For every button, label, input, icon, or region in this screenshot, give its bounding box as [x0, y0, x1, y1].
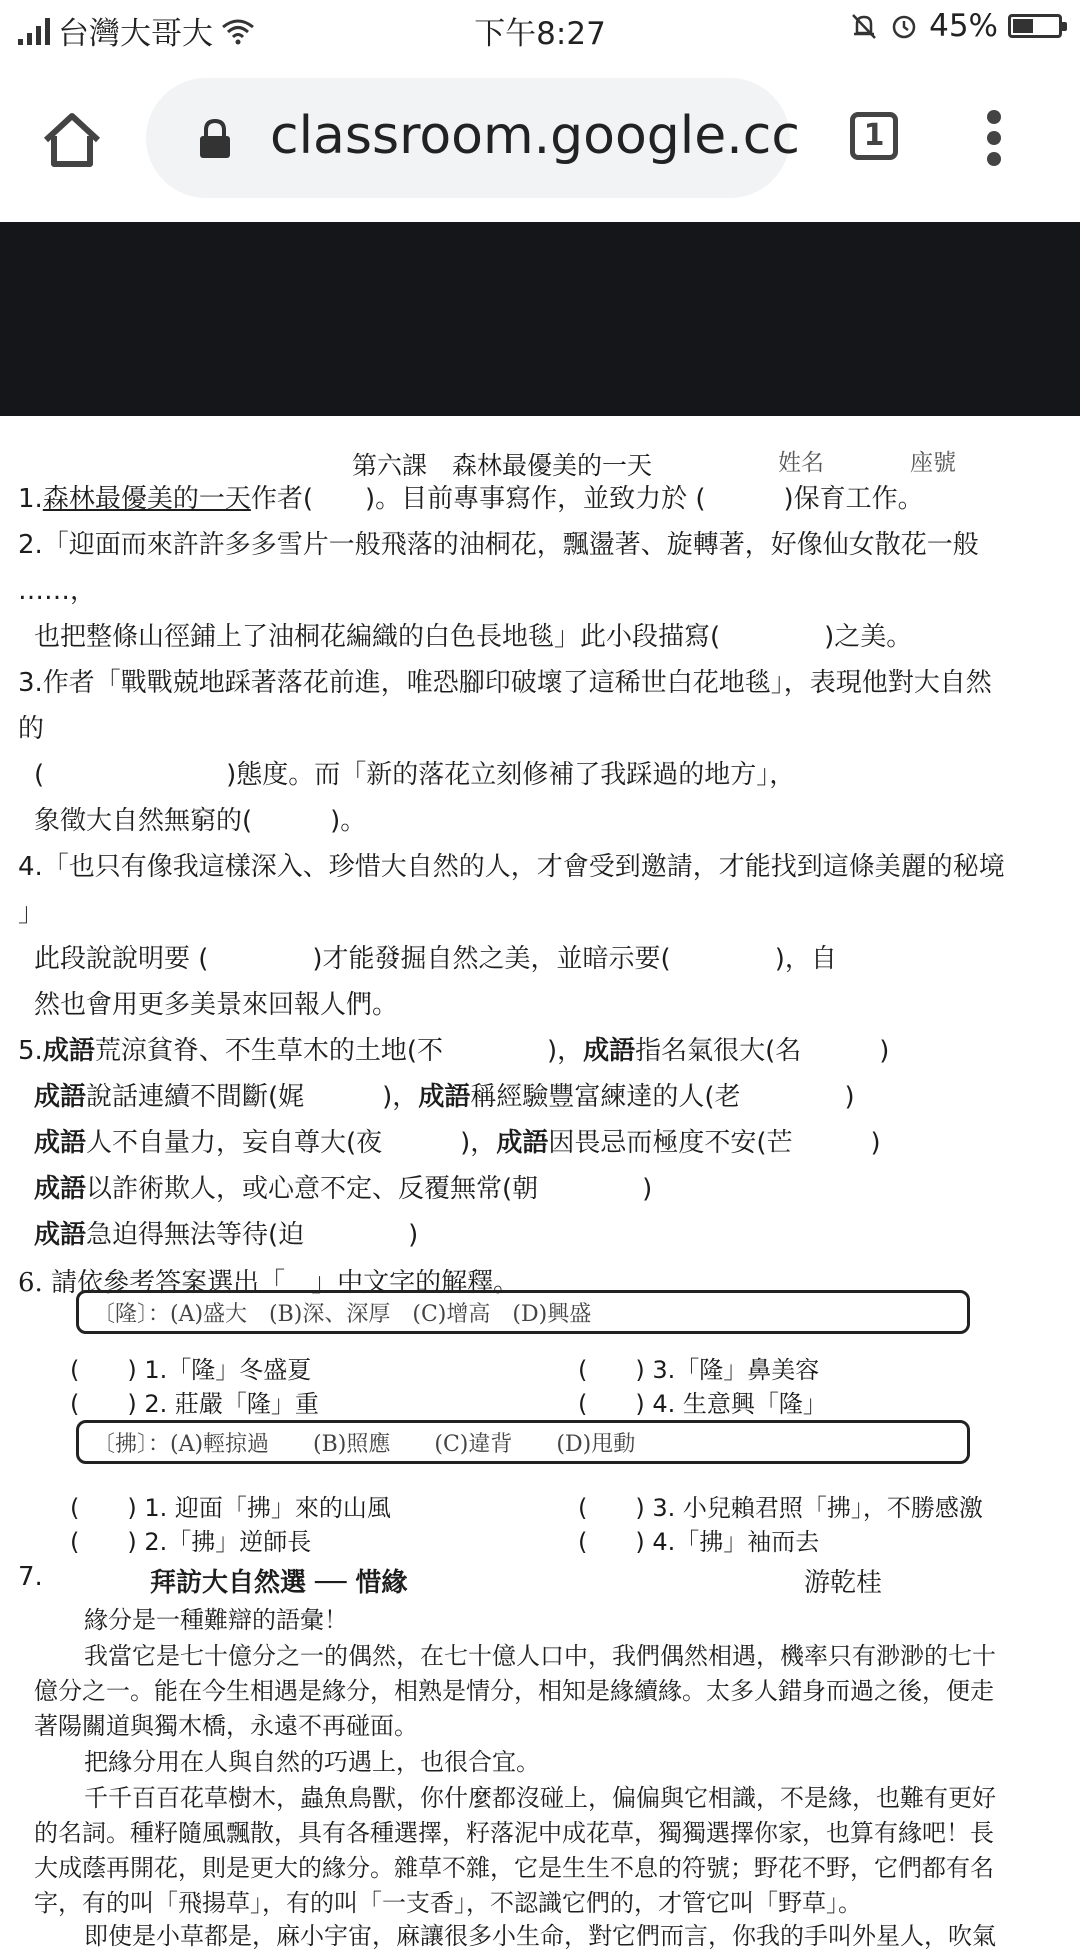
battery-icon: [1008, 14, 1062, 38]
question-4-line-3: 此段說說明要 ( )才能發掘自然之美，並暗示要( )，自: [34, 944, 837, 974]
alarm-icon: [889, 11, 919, 41]
q6b-item-3: ( ) 3. 小兒賴君照「拂」，不勝感激: [578, 1494, 983, 1522]
home-icon[interactable]: [40, 108, 104, 172]
essay-paragraph-3: 把緣分用在人與自然的巧遇上，也很合宜。: [84, 1748, 540, 1776]
q6b-item-4: ( ) 4.「拂」袖而去: [578, 1528, 820, 1556]
question-5-line-4: 成語以詐術欺人，或心意不定、反覆無常(朝 ): [34, 1174, 653, 1204]
essay-paragraph-2-line-2: 億分之一。能在今生相遇是緣分，相熟是情分，相知是緣續緣。太多人錯身而過之後，便走: [34, 1677, 994, 1705]
page-title: 第六課 森林最優美的一天: [352, 451, 653, 480]
essay-paragraph-2-line-3: 著陽關道與獨木橋，永遠不再碰面。: [34, 1712, 418, 1740]
definition-box-1: 〔隆〕：(A)盛大 (B)深、深厚 (C)增高 (D)興盛: [76, 1290, 970, 1334]
question-3-line-3: ( )態度。而「新的落花立刻修補了我踩過的地方」，: [34, 760, 796, 790]
question-5-line-1: 5.成語荒涼貧脊、不生草木的土地(不 )，成語指名氣很大(名 ): [18, 1036, 890, 1066]
question-6-prompt: 6. 請依參考答案選出「 」中文字的解釋。: [18, 1268, 520, 1298]
question-4-line-4: 然也會用更多美景來回報人們。: [34, 990, 399, 1020]
tab-switcher-button[interactable]: 1: [850, 112, 898, 160]
question-4-line-2: 」: [18, 898, 45, 928]
essay-paragraph-4-line-3: 大成蔭再開花，則是更大的緣分。雜草不雜，它是生生不息的符號；野花不野，它們都有名: [34, 1854, 994, 1882]
clock: 下午8:27: [474, 16, 606, 52]
essay-paragraph-5: 即使是小草都是，麻小宇宙，麻讓很多小生命，對它們而言，你我的手叫外星人，吹氣: [84, 1922, 996, 1950]
essay-paragraph-4-line-4: 字，有的叫「飛揚草」，有的叫「一支香」，不認識它們的，才管它叫「野草」。: [34, 1889, 862, 1917]
carrier-label: 台灣大哥大: [58, 16, 213, 52]
bell-muted-icon: [849, 11, 879, 41]
media-placeholder: [0, 222, 1080, 416]
question-2-line-2: ……，: [18, 576, 97, 606]
q6a-item-3: ( ) 3.「隆」鼻美容: [578, 1356, 820, 1384]
seat-label: 座號: [910, 450, 956, 476]
question-5-line-2: 成語說話連續不間斷(娓 )，成語稱經驗豐富練達的人(老 ): [34, 1082, 855, 1112]
overflow-menu-icon[interactable]: [984, 110, 1004, 166]
question-3-line-2: 的: [18, 714, 45, 744]
essay-paragraph-2-line-1: 我當它是七十億分之一的偶然，在七十億人口中，我們偶然相遇，機率只有渺渺的七十: [84, 1642, 996, 1670]
question-5-line-3: 成語人不自量力，妄自尊大(夜 )，成語因畏忌而極度不安(芒 ): [34, 1128, 881, 1158]
question-7-number: 7.: [18, 1562, 43, 1592]
question-1: 1.森林最優美的一天作者( )。目前專事寫作，並致力於 ( )保育工作。: [18, 484, 924, 514]
essay-title: 拜訪大自然選 ── 惜緣: [150, 1568, 408, 1598]
q6a-item-4: ( ) 4. 生意興「隆」: [578, 1390, 827, 1418]
name-label: 姓名: [778, 450, 824, 476]
question-4-line-1: 4.「也只有像我這樣深入、珍惜大自然的人，才會受到邀請，才能找到這條美麗的秘境: [18, 852, 1005, 882]
q6b-item-2: ( ) 2.「拂」逆師長: [70, 1528, 312, 1556]
essay-paragraph-1: 緣分是一種難辯的語彙！: [84, 1606, 348, 1634]
url-text[interactable]: classroom.google.cc: [270, 106, 800, 166]
question-3-line-4: 象徵大自然無窮的( )。: [34, 806, 367, 836]
question-5-line-5: 成語急迫得無法等待(迫 ): [34, 1220, 419, 1250]
question-2-line-1: 2.「迎面而來許許多多雪片一般飛落的油桐花，飄盪著、旋轉著，好像仙女散花一般: [18, 530, 979, 560]
q6a-item-1: ( ) 1.「隆」冬盛夏: [70, 1356, 312, 1384]
status-bar: [0, 0, 1080, 56]
question-2-line-3: 也把整條山徑鋪上了油桐花編織的白色長地毯」此小段描寫( )之美。: [34, 622, 913, 652]
definition-box-2: 〔拂〕：(A)輕掠過 (B)照應 (C)違背 (D)甩動: [76, 1420, 970, 1464]
essay-paragraph-4-line-2: 的名詞。種籽隨風飄散，具有各種選擇，籽落泥中成花草，獨獨選擇你家，也算有緣吧！長: [34, 1819, 994, 1847]
battery-percent: 45%: [929, 8, 998, 44]
q6a-item-2: ( ) 2. 莊嚴「隆」重: [70, 1390, 319, 1418]
browser-toolbar: [0, 56, 1080, 222]
lock-icon: [198, 118, 232, 160]
address-bar[interactable]: [146, 78, 800, 198]
essay-author: 游乾桂: [804, 1568, 883, 1598]
essay-paragraph-4-line-1: 千千百百花草樹木，蟲魚鳥獸，你什麼都沒碰上，偏偏與它相識，不是緣，也難有更好: [84, 1784, 996, 1812]
q6b-item-1: ( ) 1. 迎面「拂」來的山風: [70, 1494, 391, 1522]
question-3-line-1: 3.作者「戰戰兢地踩著落花前進，唯恐腳印破壞了這稀世白花地毯」，表現他對大自然: [18, 668, 992, 698]
worksheet-document: [0, 416, 1080, 1950]
